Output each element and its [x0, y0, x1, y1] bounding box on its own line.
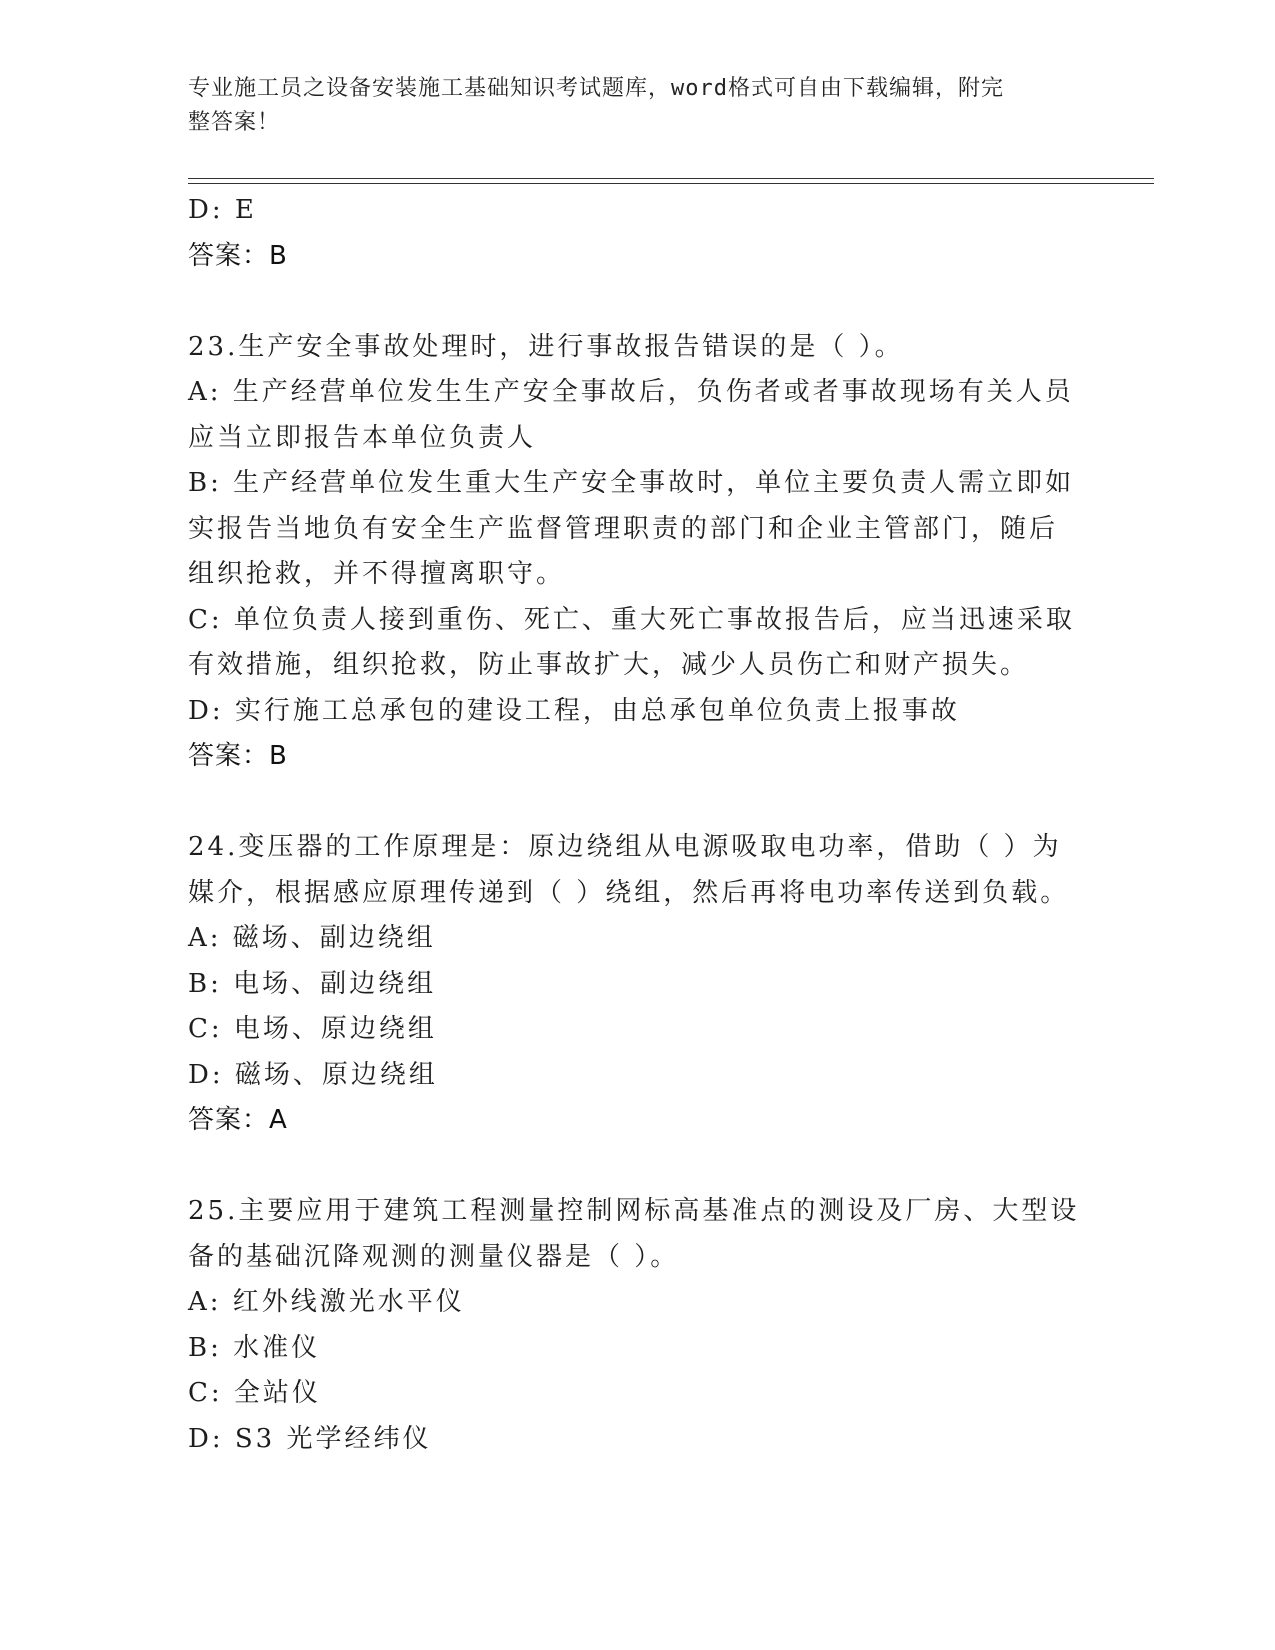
option-b: B: 生产经营单位发生重大生产安全事故时，单位主要负责人需立即如: [188, 468, 1075, 498]
option-c: C: 全站仪: [188, 1378, 321, 1408]
question-content: [188, 188, 1078, 1462]
option-a: A: 磁场、副边绕组: [188, 923, 436, 953]
option-c: C: 单位负责人接到重伤、死亡、重大死亡事故报告后，应当迅速采取: [188, 604, 1075, 635]
header-divider-bottom: [188, 183, 1154, 184]
option-b-cont: 实报告当地负有安全生产监督管理职责的部门和企业主管部门，随后: [188, 513, 1059, 544]
answer-line: 答案：A: [188, 1105, 288, 1135]
option-d: D: S3 光学经纬仪: [188, 1423, 432, 1454]
answer-line: 答案：B: [188, 741, 288, 771]
option-c: C: 电场、原边绕组: [188, 1014, 437, 1044]
spacer: [188, 1144, 1078, 1190]
spacer: [188, 780, 1078, 826]
question-stem: 24.变压器的工作原理是：原边绕组从电源吸取电功率，借助（ ）为: [188, 832, 1062, 862]
option-d: D: 磁场、原边绕组: [188, 1059, 438, 1090]
question-stem-cont: 备的基础沉降观测的测量仪器是（ ）。: [188, 1241, 680, 1272]
question-stem: 25.主要应用于建筑工程测量控制网标高基准点的测设及厂房、大型设: [188, 1196, 1080, 1226]
option-b: B: 电场、副边绕组: [188, 968, 437, 999]
option-b: B: 水准仪: [188, 1332, 321, 1363]
question-stem-cont: 媒介，根据感应原理传递到（ ）绕组，然后再将电功率传送到负载。: [188, 877, 1070, 908]
spacer: [188, 279, 1078, 325]
header-line-1: 专业施工员之设备安装施工基础知识考试题库，word格式可自由下载编辑，附完: [188, 76, 1004, 101]
option-d: D: E: [188, 195, 257, 225]
question-stem: 23.生产安全事故处理时，进行事故报告错误的是（ ）。: [188, 331, 904, 362]
header-line-2: 整答案！: [188, 110, 281, 135]
answer-line: 答案：B: [188, 240, 288, 271]
page-header: [188, 72, 1068, 140]
option-b-cont: 组织抢救，并不得擅离职守。: [188, 559, 566, 589]
option-c-cont: 有效措施，组织抢救，防止事故扩大，减少人员伤亡和财产损失。: [188, 650, 1030, 680]
option-a-cont: 应当立即报告本单位负责人: [188, 422, 537, 453]
question-24: [188, 825, 1078, 1144]
option-d: D: 实行施工总承包的建设工程，由总承包单位负责上报事故: [188, 695, 960, 726]
option-a: A: 红外线激光水平仪: [188, 1287, 465, 1317]
prev-question-block: [188, 188, 1078, 279]
option-a: A: 生产经营单位发生生产安全事故后，负伤者或者事故现场有关人员: [188, 377, 1074, 407]
question-25: [188, 1189, 1078, 1462]
question-23: [188, 325, 1078, 780]
header-divider-top: [188, 178, 1154, 179]
